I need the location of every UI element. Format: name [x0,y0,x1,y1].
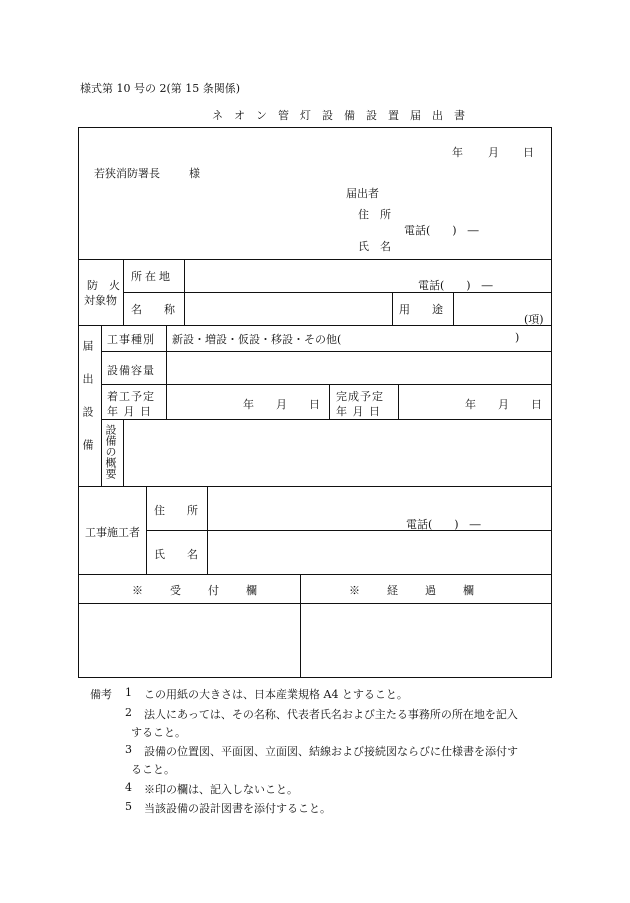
rule [101,384,552,385]
contractor-label: 工事施工者 [85,526,140,539]
work-type-close: ) [515,331,520,344]
work-type-options: 新設・増設・仮設・移設・その他( [172,333,342,346]
fire-target-phone: 電話( ) ― [418,279,493,292]
contractor-name-label: 氏 名 [154,548,198,561]
applicant-label: 届出者 [346,187,379,200]
rule [78,603,552,604]
rule [101,325,102,486]
note-text: 法人にあっては、その名称、代表者氏名および主たる事務所の所在地を記入 [144,708,518,721]
applicant-address-label: 住 所 [358,208,391,221]
start-date-label-2: 年 月 日 [107,405,152,418]
work-type-label: 工事種別 [107,333,155,346]
note-number: 3 [125,743,132,756]
note-text: ※印の欄は、記入しないこと。 [144,783,298,796]
contractor-address-label: 住 所 [154,504,198,517]
start-date-label-1: 着工予定 [107,390,155,403]
form-title: ネオン管灯設備設置届出書 [212,109,476,122]
addressee: 若狭消防署長 [94,167,160,180]
fire-target-location-label: 所在地 [131,270,173,283]
note-text-continued: ること。 [131,763,175,776]
date-year: 年 [452,146,463,159]
note-text-continued: すること。 [131,726,186,739]
rule [184,259,185,325]
date-month: 月 [488,146,499,159]
fire-target-name-label: 名 称 [131,303,175,316]
rule [101,351,552,352]
rule [207,486,208,574]
addressee-honorific: 様 [189,167,200,180]
fire-target-label-2: 対象物 [84,294,117,307]
rule [329,384,330,419]
note-text: この用紙の大きさは、日本産業規格 A4 とすること。 [144,688,408,701]
form-number: 様式第 10 号の 2(第 15 条関係) [80,82,241,95]
note-number: 5 [125,800,132,813]
rule [146,486,147,574]
fire-target-label-1: 防 火 [87,279,120,292]
reception-column-header: ※ 受 付 欄 [132,584,265,597]
fire-target-use-label: 用 途 [399,303,443,316]
note-text: 当該設備の設計図書を添付すること。 [144,802,331,815]
rule [166,325,167,419]
rule [78,325,552,326]
rule [78,574,552,575]
note-text: 設備の位置図、平面図、立面図、結線および接続図ならびに仕様書を添付す [144,745,518,758]
contractor-phone: 電話( ) ― [406,518,481,531]
notes-label: 備考 [90,688,112,701]
rule [300,574,301,678]
date-day: 日 [523,146,534,159]
applicant-phone: 電話( ) ― [404,224,479,237]
rule [101,419,552,420]
complete-date-label-2: 年 月 日 [336,405,381,418]
capacity-label: 設備容量 [107,364,155,377]
note-number: 2 [125,706,132,719]
fire-target-use-suffix: (項) [524,313,544,326]
complete-date-label-1: 完成予定 [336,390,384,403]
rule [78,486,552,487]
start-date-value: 年 月 日 [243,398,320,411]
equipment-outline-label: 設備の概要 [104,424,117,479]
applicant-name-label: 氏 名 [358,240,391,253]
rule [123,259,124,325]
rule [392,292,393,325]
note-number: 1 [125,686,132,699]
complete-date-value: 年 月 日 [465,398,542,411]
rule [453,292,454,325]
rule [398,384,399,419]
rule [123,419,124,486]
progress-column-header: ※ 経 過 欄 [349,584,482,597]
equipment-group-label: 届出設備 [81,340,94,472]
rule [78,259,552,260]
note-number: 4 [125,781,132,794]
